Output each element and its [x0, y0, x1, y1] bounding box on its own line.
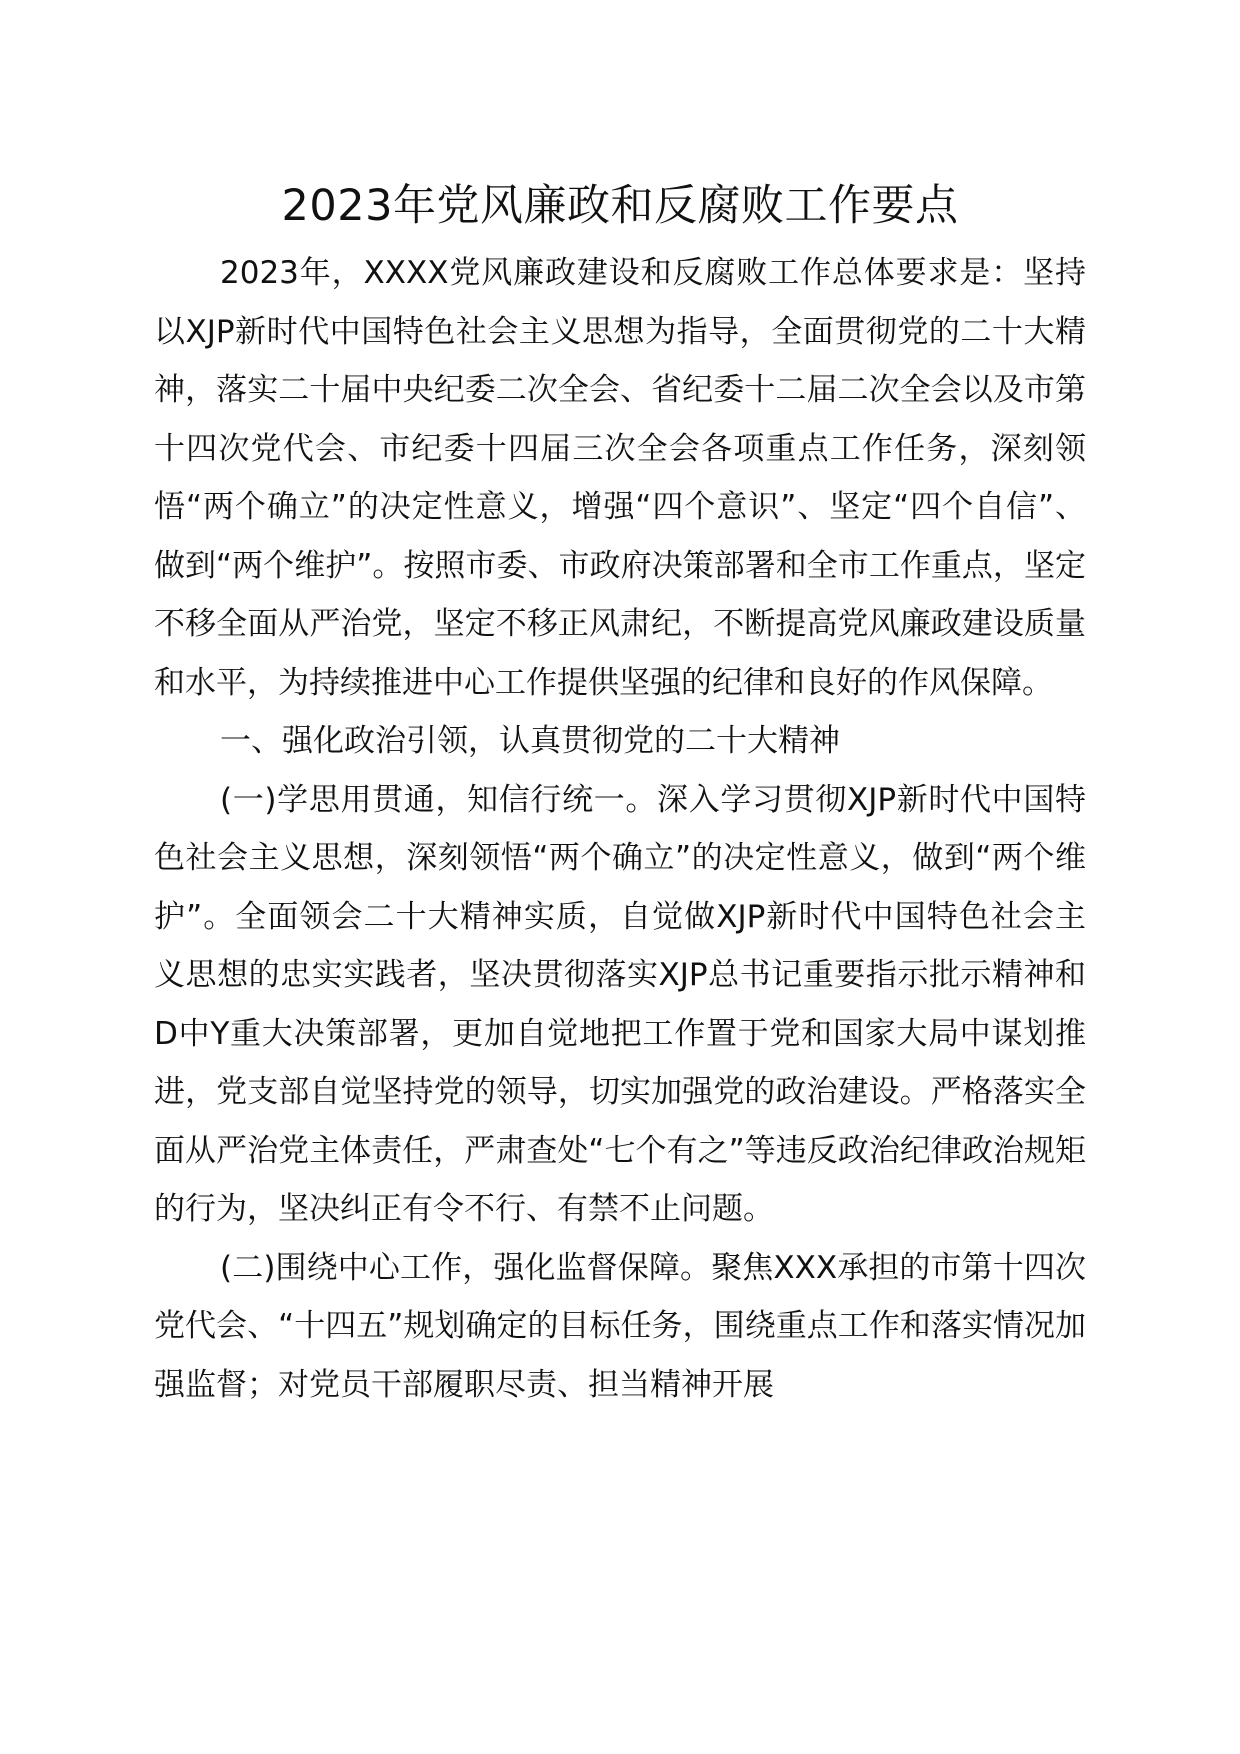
intro-paragraph: 2023年，XXXX党风廉政建设和反腐败工作总体要求是：坚持以XJP新时代中国特色社会主义思想为指导，全面贯彻党的二十大精神，落实二十届中央纪委二次全会、省纪委十二届二次全会以及市第十四次党代会、市纪委十四届三次全会各项重点工作任务，深刻领悟“两个确立”的决定性意义，增强“四个意识”、坚定“四个自信”、做到“两个维护”。按照市委、市政府决策部署和全市工作重点，坚定不移全面从严治党，坚定不移正风肃纪，不断提高党风廉政建设质量和水平，为持续推进中心工作提供坚强的纪律和良好的作风保障。: [154, 255, 1086, 701]
document-title: 2023年党风廉政和反腐败工作要点: [281, 181, 959, 231]
item-paragraph-1: (一)学思用贯通，知信行统一。深入学习贯彻XJP新时代中国特色社会主义思想，深刻领悟“两个确立”的决定性意义，做到“两个维护”。全面领会二十大精神实质，自觉做XJP新时代中国特色社会主义思想的忠实实践者，坚决贯彻落实XJP总书记重要指示批示精神和D中Y重大决策部署，更加自觉地把工作置于党和国家大局中谋划推进，党支部自觉坚持党的领导，切实加强党的政治建设。严格落实全面从严治党主体责任，严肃查处“七个有之”等违反政治纪律政治规矩的行为，坚决纠正有令不行、有禁不止问题。: [154, 781, 1086, 1227]
item-paragraph-2: (二)围绕中心工作，强化监督保障。聚焦XXX承担的市第十四次党代会、“十四五”规划确定的目标任务，围绕重点工作和落实情况加强监督；对党员干部履职尽责、担当精神开展: [154, 1249, 1086, 1403]
document-body: [154, 244, 1086, 1414]
section-heading-1: 一、强化政治引领，认真贯彻党的二十大精神: [220, 723, 840, 759]
